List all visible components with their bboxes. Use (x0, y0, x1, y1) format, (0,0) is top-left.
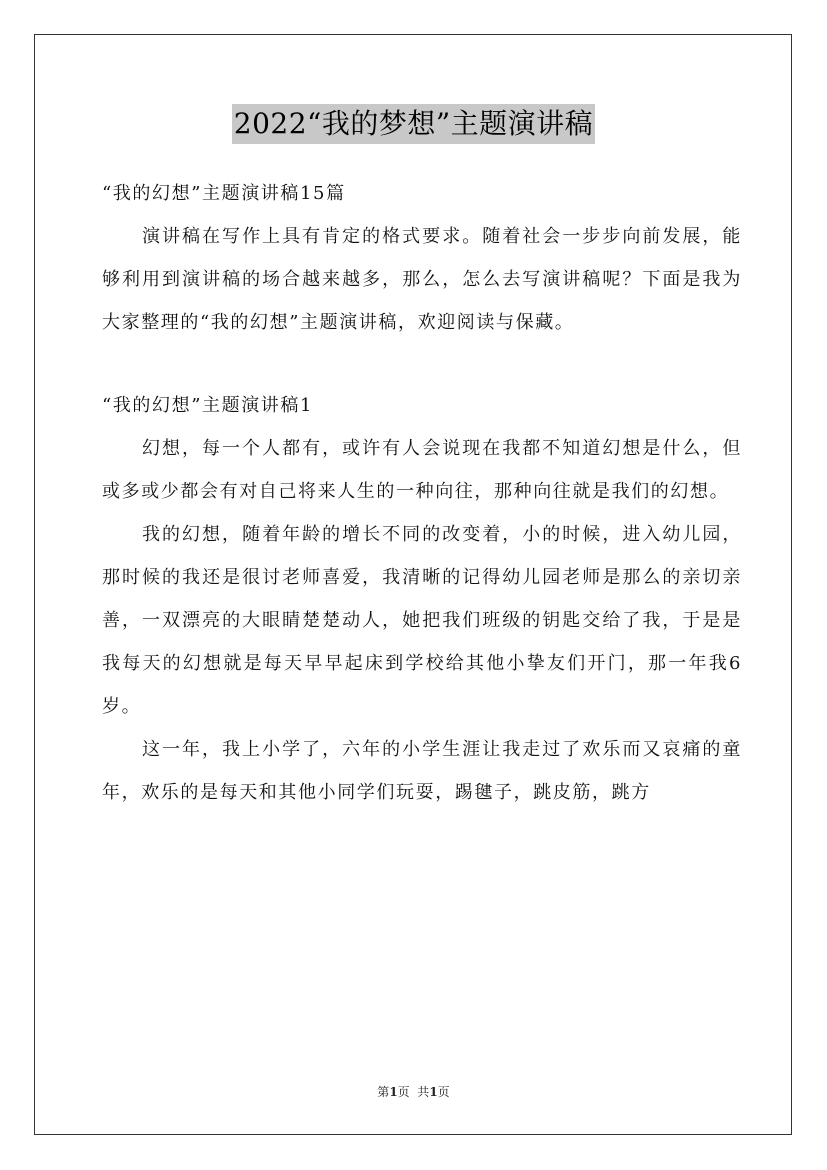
spacer (102, 344, 742, 384)
title-container (0, 104, 827, 144)
footer-page-current: 1 (389, 1085, 398, 1099)
body-paragraph-2: 我的幻想，随着年龄的增长不同的改变着，小的时候，进入幼儿园，那时候的我还是很讨老师喜爱，我清晰的记得幼儿园老师是那么的亲切亲善，一双漂亮的大眼睛楚楚动人，她把我们班级的钥匙交给了我，于是是我每天的幻想就是每天早早起床到学校给其他小挚友们开门，那一年我6岁。 (102, 524, 742, 717)
body-paragraph-3: 这一年，我上小学了，六年的小学生涯让我走过了欢乐而又哀痛的童年，欢乐的是每天和其他小同学们玩耍，踢毽子，跳皮筋，跳方 (102, 739, 742, 803)
page-footer (0, 1083, 827, 1101)
footer-page-total: 1 (429, 1085, 438, 1099)
document-body (102, 172, 742, 814)
subtitle: “我的幻想”主题演讲稿15篇 (102, 183, 346, 204)
body-paragraph-1: 幻想，每一个人都有，或许有人会说现在我都不知道幻想是什么，但或多或少都会有对自己将来人生的一种向往，那种向往就是我们的幻想。 (102, 438, 742, 502)
footer-page-mid: 页 共 (397, 1085, 430, 1099)
section-heading: “我的幻想”主题演讲稿1 (102, 395, 314, 416)
document-title: 2022“我的梦想”主题演讲稿 (232, 104, 595, 144)
footer-page-suffix: 页 (437, 1085, 450, 1099)
intro-paragraph: 演讲稿在写作上具有肯定的格式要求。随着社会一步步向前发展，能够利用到演讲稿的场合越来越多，那么，怎么去写演讲稿呢？下面是我为大家整理的“我的幻想”主题演讲稿，欢迎阅读与保藏。 (102, 226, 742, 333)
footer-page-prefix: 第 (377, 1085, 390, 1099)
